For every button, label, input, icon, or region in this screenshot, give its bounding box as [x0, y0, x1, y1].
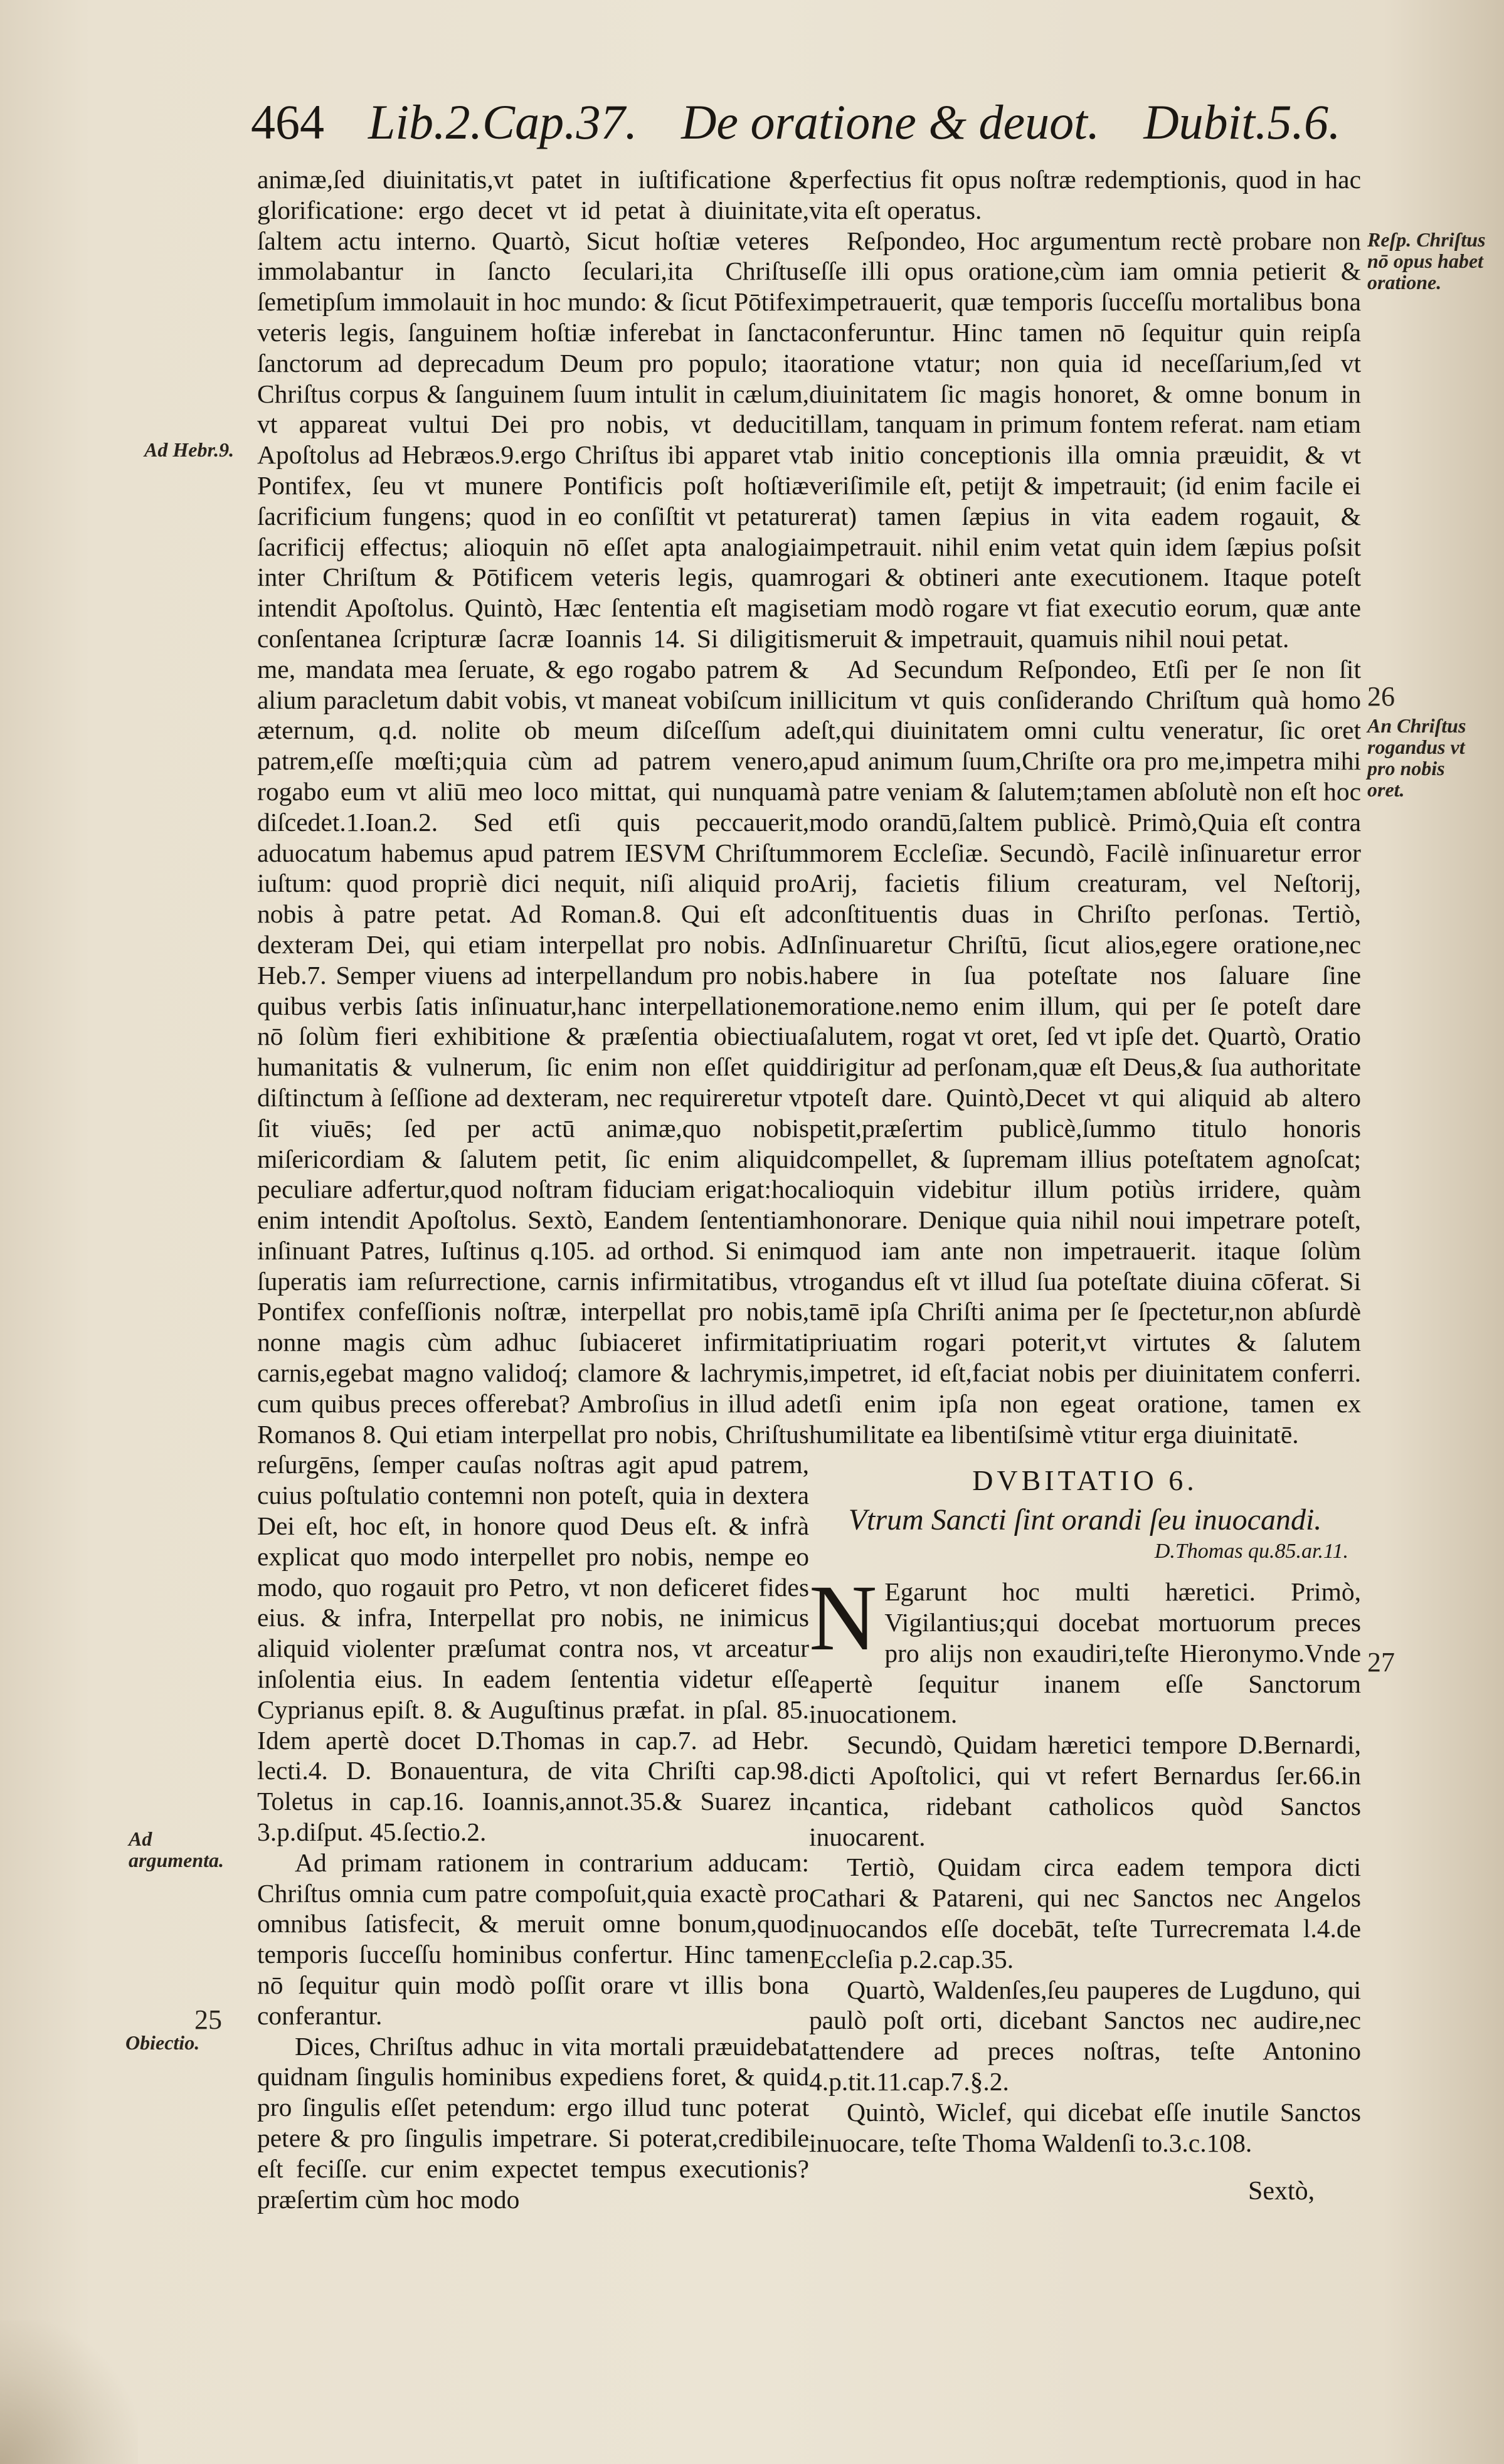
dubitatio-paragraph: Quintò, Wiclef, qui dicebat eſſe inutile Sanctos inuocare, teſte Thoma Waldenſi to.3.c.108.: [809, 2097, 1361, 2157]
dubitatio-paragraph: Secundò, Quidam hæretici tempore D.Bernardi, dicti Apoſtolici, qui vt refert Bernardus ſer.66.in cantica, ridebant catholicos quòd Sanctos inuocarent.: [809, 1730, 1361, 1851]
margin-note-ad-argumenta: Ad argumenta.: [129, 1827, 225, 1871]
left-paragraph: Dices, Chriſtus adhuc in vita mortali præuidebat quidnam ſingulis hominibus expediens foret, & quid pro ſingulis eſſet petendum: ergo illud tunc poterat petere & pro ſingulis impetrare. Si poterat,credibile eſt feciſſe. cur enim expectet tempus executionis? præſertim cùm hoc modo: [257, 2031, 809, 2214]
right-paragraph: Reſpondeo, Hoc argumentum rectè probare non eſſe illi opus oratione,cùm iam omnia petierit & impetrauerit, quæ temporis ſucceſſu mortalibus bona conferuntur. Hinc tamen nō ſequitur quin reipſa oratione vtatur; non quia id neceſſarium,ſed vt diuinitatem ſic magis honoret, & omne bonum in illam, tanquam in primum fontem referat. nam etiam ab initio conceptionis illa omnia præuidit, & vt veriſimile eſt, petijt & impetrauit; (id enim facile ei erat) tamen ſæpius in vita eadem rogauit, & impetrauit. nihil enim vetat quin idem ſæpius poſsit rogari & obtineri ante executionem. Itaque poteſt etiam modò rogare vt fiat executio eorum, quæ ante meruit & impetrauit, quamuis nihil noui petat.: [809, 226, 1361, 653]
left-paragraph: Ad primam rationem in contrarium adducam: Chriſtus omnia cum patre compoſuit,quia exactè pro omnibus ſatisfecit, & meruit omne bonum,quod temporis ſucceſſu hominibus confertur. Hinc tamen nō ſequitur quin modò poſſit orare vt illis bona conferantur.: [257, 1848, 809, 2030]
dubitatio-paragraph: Quartò, Waldenſes,ſeu pauperes de Lugduno, qui paulò poſt orti, dicebant Sanctos nec audire,nec attendere ad preces noſtras, teſte Antonino 4.p.tit.11.cap.7.§.2.: [809, 1975, 1361, 2097]
margin-number-27: 27: [1367, 1647, 1395, 1678]
left-paragraph: animæ,ſed diuinitatis,vt patet in iuſtificatione & glorificatione: ergo decet vt id petat à diuinitate, ſaltem actu interno. Quartò, Sicut hoſtiæ veteres immolabantur in ſancto ſeculari,ita Chriſtus ſemetipſum immolauit in hoc mundo: & ſicut Pōtifex veteris legis, ſanguinem hoſtiæ inferebat in ſancta ſanctorum ad deprecadum Deum pro populo; ita Chriſtus corpus & ſanguinem ſuum intulit in cælum, vt appareat vultui Dei pro nobis, vt deducit Apoſtolus ad Hebræos.9.ergo Chriſtus ibi apparet vt Pontifex, ſeu vt munere Pontificis poſt hoſtiæ ſacrificium fungens; quod in eo conſiſtit vt petatur ſacrificij effectus; alioquin nō eſſet apta analogia inter Chriſtum & Pōtificem veteris legis, quam intendit Apoſtolus. Quintò, Hæc ſententia eſt magis conſentanea ſcripturæ ſacræ Ioannis 14. Si diligitis me, mandata mea ſeruate, & ego rogabo patrem & alium paracletum dabit vobis, vt maneat vobiſcum in æternum, q.d. nolite ob meum diſceſſum ad patrem,eſſe mœſti;quia cùm ad patrem venero, rogabo eum vt aliū meo loco mittat, qui nunquam diſcedet.1.Ioan.2. Sed etſi quis peccauerit, aduocatum habemus apud patrem IESVM Chriſtum iuſtum: quod propriè dici nequit, niſi aliquid pro nobis à patre petat. Ad Roman.8. Qui eſt ad dexteram Dei, qui etiam interpellat pro nobis. Ad Heb.7. Semper viuens ad interpellandum pro nobis. quibus verbis ſatis inſinuatur,hanc interpellationem nō ſolùm fieri exhibitione & præſentia obiectiua humanitatis & vulnerum, ſic enim non eſſet quid diſtinctum à ſeſſione ad dexteram, nec requireretur vt ſit viuēs; ſed per actū animæ,quo nobis miſericordiam & ſalutem petit, ſic enim aliquid peculiare adfertur,quod noſtram fiduciam erigat:hoc enim intendit Apoſtolus. Sextò, Eandem ſententiam inſinuant Patres, Iuſtinus q.105. ad orthod. Si enim ſuperatis iam reſurrectione, carnis infirmitatibus, vt Pontifex confeſſionis noſtræ, interpellat pro nobis, nonne magis cùm adhuc ſubiaceret infirmitati carnis,egebat magno validoq́; clamore & lachrymis, cum quibus preces offerebat? Ambroſius in illud ad Romanos 8. Qui etiam interpellat pro nobis, Chriſtus reſurgēns, ſemper cauſas noſtras agit apud patrem, cuius poſtulatio contemni non poteſt, quia in dextera Dei eſt, hoc eſt, in honore quod Deus eſt. & infrà explicat quo modo interpellet pro nobis, nempe eo modo, quo rogauit pro Petro, vt non deficeret fides eius. & infra, Interpellat pro nobis, ne inimicus aliquid violenter præſumat contra nos, vt arceatur inſolentia eius. In eadem ſententia videtur eſſe Cyprianus epiſt. 8. & Auguſtinus præfat. in pſal. 85. Idem apertè docet D.Thomas in cap.7. ad Hebr. lecti.4. D. Bonauentura, de vita Chriſti cap.98. Toletus in cap.16. Ioannis,annot.35.& Suarez in 3.p.diſput. 45.ſectio.2.: [257, 165, 809, 1847]
margin-note-obiectio: Obiectio.: [125, 2031, 200, 2054]
right-paragraph: Ad Secundum Reſpondeo, Etſi per ſe non ſit illicitum vt quis conſiderando Chriſtum quà homo eſt,qui diuinitatem omni cultu veneratur, ſic oret apud animum ſuum,Chriſte ora pro me,impetra mihi à patre veniam & ſalutem;tamen abſolutè non eſt hoc modo orandū,ſaltem publicè. Primò,Quia eſt contra morem Eccleſiæ. Secundò, Facilè inſinuaretur error Arij, facietis filium creaturam, vel Neſtorij, conſtituentis duas in Chriſto perſonas. Tertiò, Inſinuaretur Chriſtū, ſicut alios,egere oratione,nec habere in ſua poteſtate nos ſaluare ſine oratione.nemo enim illum, qui per ſe poteſt dare ſalutem, rogat vt oret, ſed vt ipſe det. Quartò, Oratio dirigitur ad perſonam,quæ eſt Deus,& ſua authoritate poteſt dare. Quintò,Decet vt qui aliquid ab altero petit,præſertim publicè,ſummo titulo honoris compellet, & ſupremam illius poteſtatem agnoſcat; alioquin videbitur illum potiùs irridere, quàm honorare. Denique quia nihil noui impetrare poteſt, quod iam ante non impetrauerit. itaque ſolùm rogandus eſt vt illud ſua poteſtate diuina cōferat. Si tamē ipſa Chriſti anima per ſe ſpectetur,non abſurdè priuatim rogari poterit,vt virtutes & ſalutem impetret, id eſt,faciat nobis per diuinitatem conferri. etſi enim ipſa non egeat oratione, tamen ex humilitate ea libentiſsimè vtitur erga diuinitatē.: [809, 654, 1361, 1449]
book-chapter: Lib.2.Cap.37.: [368, 95, 638, 149]
right-column: [809, 164, 1361, 2171]
dubitatio-paragraph: [809, 1566, 1361, 1730]
page-number: 464: [251, 95, 324, 149]
dubitatio-paragraph: Tertiò, Quidam circa eadem tempora dicti Cathari & Patareni, qui nec Sanctos nec Angelos inuocandos eſſe docebāt, teſte Turrecremata l.4.de Eccleſia p.2.cap.35.: [809, 1853, 1361, 1974]
dubitatio-heading: DVBITATIO 6.: [972, 1464, 1198, 1497]
header-topic: De oratione & deuot.: [681, 95, 1100, 149]
running-header: [251, 94, 1341, 163]
margin-note-an-christus: An Chriſtus rogandus vt pro nobis oret.: [1367, 714, 1466, 801]
margin-number-25: 25: [194, 2004, 222, 2035]
right-paragraph: perfectius fit opus noſtræ redemptionis, quod in hac vita eſt operatus.: [809, 165, 1361, 225]
drop-cap: N: [809, 1566, 877, 1671]
dubitatio-text: Egarunt hoc multi hæretici. Primò, Vigilantius;qui docebat mortuorum preces pro alijs non exaudiri,teſte Hieronymo.Vnde apertè ſequitur inanem eſſe Sanctorum inuocationem.: [809, 1577, 1361, 1729]
left-column: [257, 164, 809, 2214]
margin-note-resp: Reſp. Chriſtus nō opus habet oratione.: [1367, 228, 1486, 293]
dubitatio-reference: D.Thomas qu.85.ar.11.: [1154, 1540, 1348, 1563]
paper-stain: [0, 2320, 138, 2464]
dubitatio-title: Vtrum Sancti ſint orandi ſeu inuocandi.: [848, 1503, 1322, 1537]
header-section: Dubit.5.6.: [1143, 95, 1341, 149]
margin-note-ad-hebr: Ad Hebr.9.: [144, 438, 235, 461]
catchword: Sextò,: [1248, 2177, 1315, 2206]
margin-number-26: 26: [1367, 681, 1395, 712]
